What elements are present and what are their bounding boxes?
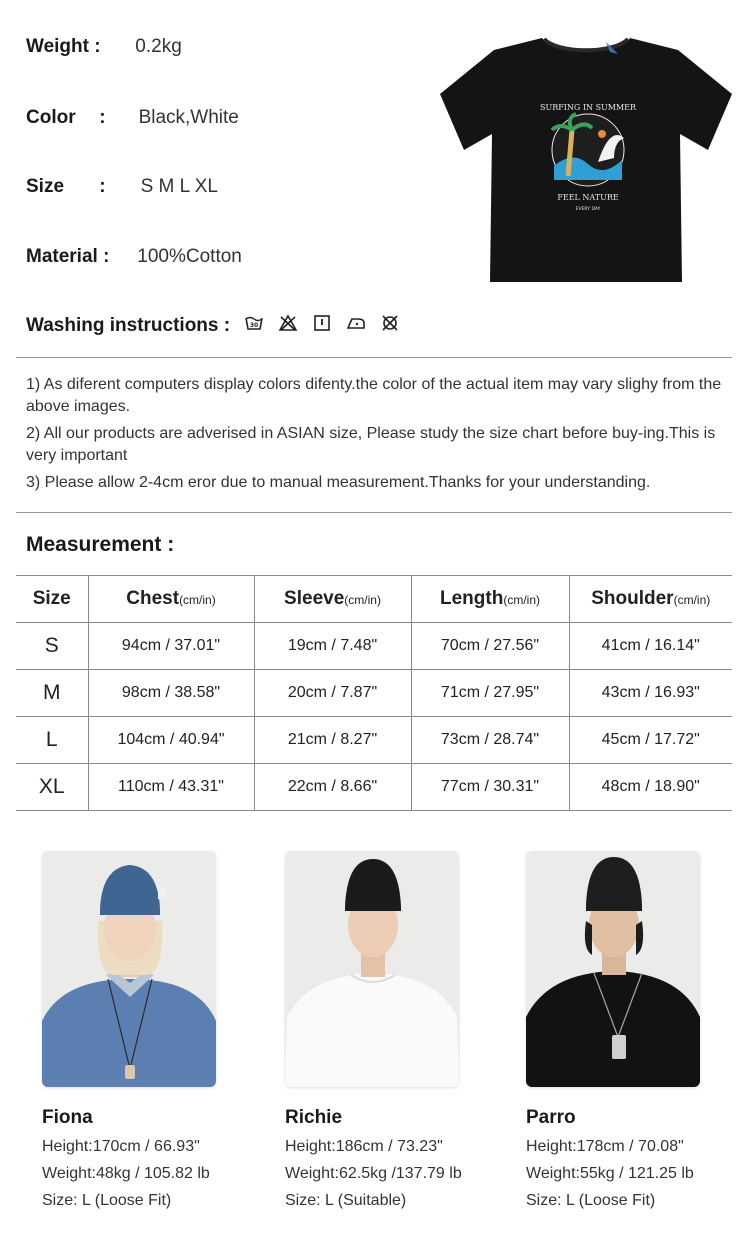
model-richie-figure [285, 851, 459, 1087]
notes [26, 374, 726, 499]
model-size-parro: Size: L (Loose Fit) [526, 1192, 656, 1209]
measurement-title: Measurement : [26, 533, 175, 556]
cell-size: S [16, 623, 88, 670]
table-row [16, 764, 732, 811]
model-size-richie: Size: L (Suitable) [285, 1192, 407, 1209]
washing-label: Washing instructions : [26, 315, 231, 336]
spec-size-label: Size [26, 176, 65, 197]
cell-sleeve: 21cm / 8.27" [254, 717, 411, 764]
cell-chest: 94cm / 37.01" [88, 623, 254, 670]
model-height-parro: Height:178cm / 70.08" [526, 1138, 684, 1155]
shirt-tag-text: EVERY DAY [575, 207, 601, 212]
model-name-parro: Parro [526, 1107, 576, 1128]
measurement-table [16, 575, 732, 811]
table-row [16, 670, 732, 717]
header-shoulder: Shoulder(cm/in) [569, 576, 732, 623]
spec-size [26, 176, 218, 198]
note-item: 1) As diferent computers display colors difenty.the color of the actual item may vary slighy from the above images. [26, 376, 722, 415]
header-length: Length(cm/in) [411, 576, 569, 623]
spec-color-label: Color [26, 107, 76, 128]
spec-material-label: Material : [26, 246, 110, 267]
do-not-dry-clean-icon [380, 314, 400, 338]
wash-30-icon [244, 314, 264, 338]
cell-size: L [16, 717, 88, 764]
header-size: Size [16, 576, 88, 623]
spec-material-value: 100%Cotton [137, 246, 242, 267]
model-photo-parro [526, 851, 700, 1087]
table-header-row [16, 576, 732, 623]
spec-size-value: S M L XL [140, 176, 219, 197]
model-card-richie [285, 851, 505, 1210]
note-item: 3) Please allow 2-4cm eror due to manual measurement.Thanks for your understanding. [26, 474, 651, 491]
table-row [16, 623, 732, 670]
model-fiona-figure [42, 851, 216, 1087]
divider-bottom [16, 512, 732, 513]
table-row [16, 717, 732, 764]
model-height-richie: Height:186cm / 73.23" [285, 1138, 443, 1155]
model-size-fiona: Size: L (Loose Fit) [42, 1192, 172, 1209]
spec-weight [26, 36, 182, 58]
model-weight-parro: Weight:55kg / 121.25 lb [526, 1165, 694, 1182]
divider-top [16, 357, 732, 358]
spec-color-separator: : [99, 107, 106, 128]
cell-sleeve: 22cm / 8.66" [254, 764, 411, 811]
cell-sleeve: 20cm / 7.87" [254, 670, 411, 717]
spec-weight-label: Weight : [26, 36, 101, 57]
cell-chest: 98cm / 38.58" [88, 670, 254, 717]
tshirt-graphic [438, 30, 736, 286]
cell-sleeve: 19cm / 7.48" [254, 623, 411, 670]
cell-shoulder: 45cm / 17.72" [569, 717, 732, 764]
cell-length: 71cm / 27.95" [411, 670, 569, 717]
header-sleeve: Sleeve(cm/in) [254, 576, 411, 623]
shirt-top-text: SURFING IN SUMMER [539, 103, 637, 112]
spec-size-separator: : [99, 176, 106, 197]
cell-shoulder: 43cm / 16.93" [569, 670, 732, 717]
model-photo-richie [285, 851, 459, 1087]
spec-color [26, 107, 239, 129]
model-weight-fiona: Weight:48kg / 105.82 lb [42, 1165, 210, 1182]
product-tshirt-image [438, 30, 736, 286]
svg-text:30: 30 [249, 322, 259, 329]
cell-shoulder: 48cm / 18.90" [569, 764, 732, 811]
washing-icons [244, 314, 400, 338]
cell-chest: 104cm / 40.94" [88, 717, 254, 764]
model-parro-figure [526, 851, 700, 1087]
spec-color-value: Black,White [138, 107, 239, 128]
model-card-parro [526, 851, 746, 1210]
model-card-fiona [42, 851, 262, 1210]
model-weight-richie: Weight:62.5kg /137.79 lb [285, 1165, 462, 1182]
do-not-bleach-icon [278, 314, 298, 338]
model-name-fiona: Fiona [42, 1107, 93, 1128]
cell-length: 73cm / 28.74" [411, 717, 569, 764]
cell-chest: 110cm / 43.31" [88, 764, 254, 811]
spec-material [26, 246, 242, 268]
cell-size: XL [16, 764, 88, 811]
cell-length: 70cm / 27.56" [411, 623, 569, 670]
shirt-bottom-text: FEEL NATURE [557, 193, 619, 202]
cell-size: M [16, 670, 88, 717]
model-height-fiona: Height:170cm / 66.93" [42, 1138, 200, 1155]
model-photo-fiona [42, 851, 216, 1087]
note-item: 2) All our products are adverised in ASIAN size, Please study the size chart before buy-ing.This is very important [26, 425, 716, 464]
model-name-richie: Richie [285, 1107, 343, 1128]
header-chest: Chest(cm/in) [88, 576, 254, 623]
cell-shoulder: 41cm / 16.14" [569, 623, 732, 670]
tumble-dry-icon [312, 314, 332, 338]
cell-length: 77cm / 30.31" [411, 764, 569, 811]
spec-weight-value: 0.2kg [135, 36, 182, 57]
washing-instructions [26, 314, 400, 338]
iron-low-icon [346, 314, 366, 338]
